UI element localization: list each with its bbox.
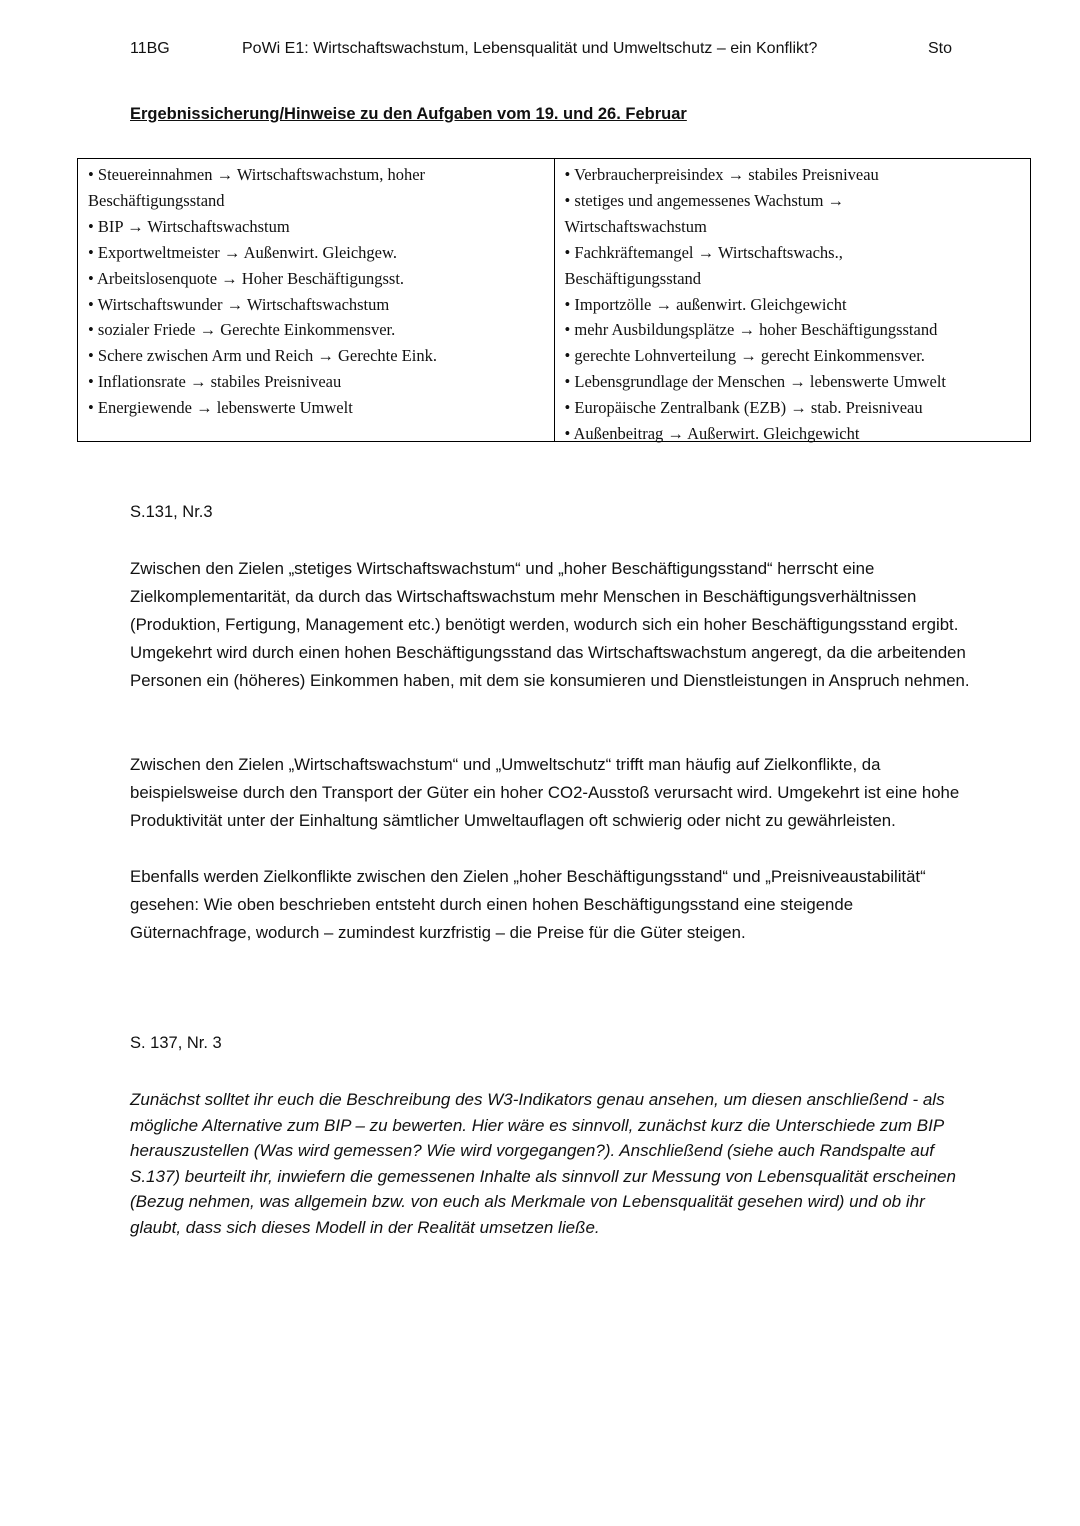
author-label: Sto xyxy=(928,40,953,57)
results-table xyxy=(77,158,1031,442)
table-item: • Verbraucherpreisindex → stabiles Preisniveau xyxy=(564,165,879,184)
paragraph-w3-indicator: Zunächst solltet ihr euch die Beschreibung des W3-Indikators genau ansehen, um diesen anschließend - als mögliche Alternative zum BIP – zu bewerten. Hier wäre es sinnvoll, zunächst kurz die Unterschiede zum BIP herauszustellen (Was wird gemessen? Wie wird vorgegangen?). Anschließend (siehe auch Randspalte auf S.137) beurteilt ihr, inwiefern die gemessenen Inhalte als sinnvoll zur Messung von Lebensqualität erscheinen (Bezug nehmen, was allgemein bzw. von euch als Merkmale von Lebensqualität gesehen wird) und ob ihr glaubt, dass sich dieses Modell in der Realität umsetzen ließe. xyxy=(130,1090,956,1237)
table-item: • Arbeitslosenquote → Hoher Beschäftigungsst. xyxy=(88,268,405,288)
paragraph-conflict-prices: Ebenfalls werden Zielkonflikte zwischen den Zielen „hoher Beschäftigungsstand“ und „Preisniveaustabilität“ gesehen: Wie oben beschrieben entsteht durch einen hohen Beschäftigungsstand eine steigende Güternachfrage, wodurch – zumindest kurzfristig – die Preise für die Güter steigen. xyxy=(130,867,926,942)
table-item: • sozialer Friede → Gerechte Einkommensver. xyxy=(88,320,396,340)
table-item: • BIP → Wirtschaftswachstum xyxy=(88,216,290,236)
table-item: • Europäische Zentralbank (EZB) → stab. Preisniveau xyxy=(564,398,923,418)
table-item: • Importzölle → außenwirt. Gleichgewicht xyxy=(564,294,847,314)
document-title: PoWi E1: Wirtschaftswachstum, Lebensqualität und Umweltschutz – ein Konflikt? xyxy=(242,40,818,57)
table-item: • Steuereinnahmen → Wirtschaftswachstum, hoher Beschäftigungsstand xyxy=(88,165,426,210)
table-item: • Außenbeitrag → Außerwirt. Gleichgewicht xyxy=(564,424,860,444)
table-column-right xyxy=(555,159,1031,444)
table-item: • Exportweltmeister → Außenwirt. Gleichgew. xyxy=(88,242,397,262)
paragraph-complementarity: Zwischen den Zielen „stetiges Wirtschaftswachstum“ und „hoher Beschäftigungsstand“ herrscht eine Zielkomplementarität, da durch das Wirtschaftswachstum mehr Menschen in Beschäftigungsverhältnissen (Produktion, Fertigung, Management etc.) benötigt werden, wodurch sich ein hoher Beschäftigungsstand ergibt. Umgekehrt wird durch einen hohen Beschäftigungsstand das Wirtschaftswachstum angeregt, da die arbeitenden Personen ein (höheres) Einkommen haben, mit dem sie konsumieren und Dienstleistungen in Anspruch nehmen. xyxy=(130,559,970,690)
table-item: • Energiewende → lebenswerte Umwelt xyxy=(88,398,353,418)
table-item: • Wirtschaftswunder → Wirtschaftswachstum xyxy=(88,294,390,314)
table-item: • Inflationsrate → stabiles Preisniveau xyxy=(88,372,342,392)
table-column-left xyxy=(78,159,555,441)
page-header xyxy=(0,40,1080,64)
table-item: • stetiges und angemessenes Wachstum → Wirtschaftswachstum xyxy=(564,190,845,236)
class-label: 11BG xyxy=(130,40,170,57)
section-heading-s131: S.131, Nr.3 xyxy=(130,503,213,521)
table-item: • gerechte Lohnverteilung → gerecht Einkommensver. xyxy=(564,346,925,366)
section-heading-s137: S. 137, Nr. 3 xyxy=(130,1034,222,1052)
table-item: • mehr Ausbildungsplätze → hoher Beschäftigungsstand xyxy=(564,320,938,340)
table-item: • Schere zwischen Arm und Reich → Gerechte Eink. xyxy=(88,346,437,366)
table-item: • Fachkräftemangel → Wirtschaftswachs., Beschäftigungsstand xyxy=(564,242,843,288)
paragraph-conflict-environment: Zwischen den Zielen „Wirtschaftswachstum“ und „Umweltschutz“ trifft man häufig auf Zielkonflikte, da beispielsweise durch den Transport der Güter ein hoher CO2-Ausstoß verursacht wird. Umgekehrt ist eine hohe Produktivität unter der Einhaltung sämtlicher Umweltauflagen oft schwierig oder nicht zu gewährleisten. xyxy=(130,755,960,830)
section-title: Ergebnissicherung/Hinweise zu den Aufgaben vom 19. und 26. Februar xyxy=(130,105,687,123)
table-item: • Lebensgrundlage der Menschen → lebenswerte Umwelt xyxy=(564,372,946,392)
